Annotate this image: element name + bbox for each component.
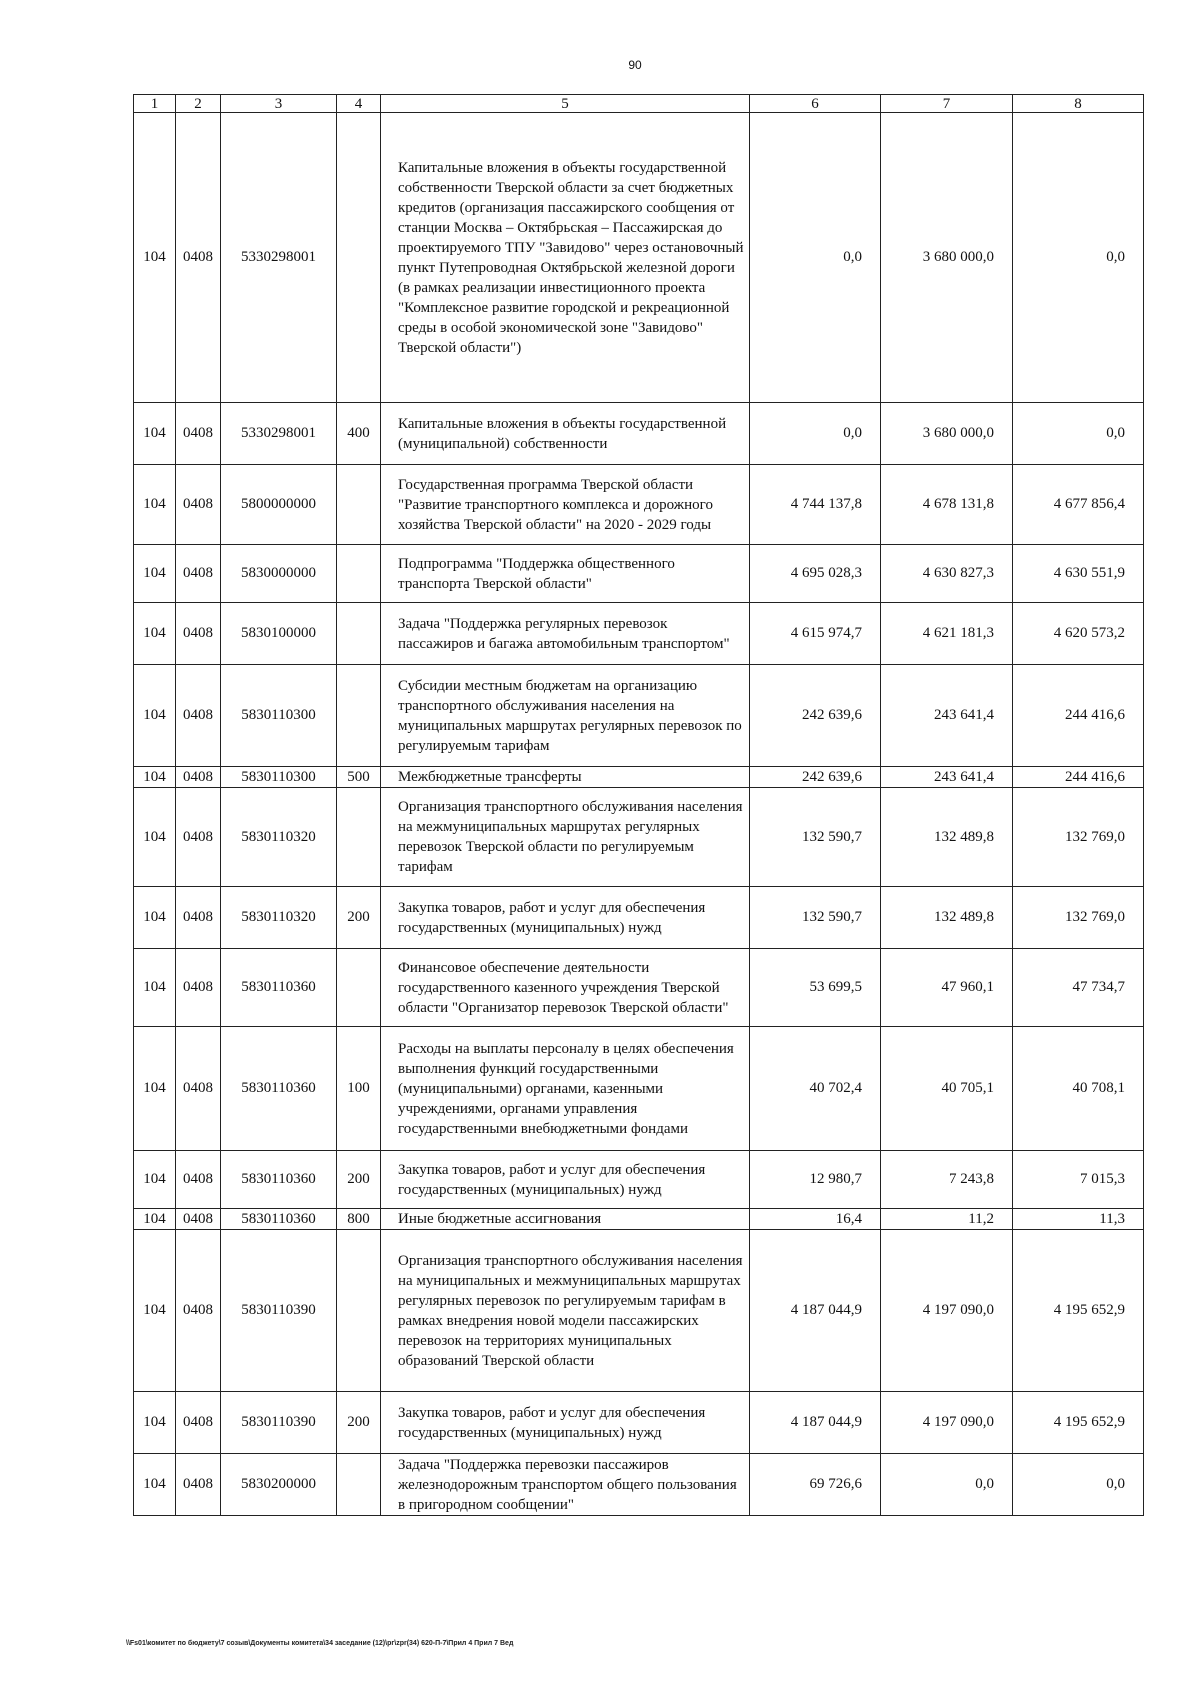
column-header: 6 (750, 95, 881, 113)
cell-amount-col8: 244 416,6 (1013, 767, 1144, 788)
file-path-footer: \\Fs01\комитет по бюджету\7 созыв\Документы комитета\34 заседание (12)\рг\zpr(34) 620-П-7\Прил 4 Прил 7 Вед (126, 1640, 514, 1647)
cell-description: Закупка товаров, работ и услуг для обеспечения государственных (муниципальных) нужд (381, 887, 750, 949)
cell-expense-type (337, 545, 381, 603)
cell-section: 104 (134, 788, 176, 887)
cell-subsection: 0408 (176, 788, 221, 887)
cell-target-article: 5830110360 (221, 1027, 337, 1151)
column-header-row (134, 95, 1144, 113)
cell-target-article: 5830110320 (221, 788, 337, 887)
cell-amount-col8: 11,3 (1013, 1209, 1144, 1230)
cell-amount-col7: 47 960,1 (881, 949, 1013, 1027)
cell-subsection: 0408 (176, 887, 221, 949)
cell-description: Капитальные вложения в объекты государственной собственности Тверской области за счет бюджетных кредитов (организация пассажирского сообщения от станции Москва – Октябрьская – Пассажирская до проектируемого ТПУ "Завидово" через остановочный пункт Путепроводная Октябрьской железной дороги (в рамках реализации инвестиционного проекта "Комплексное развитие городской и рекреационной среды в особой экономической зоне "Завидово" Тверской области") (381, 113, 750, 403)
cell-section: 104 (134, 1392, 176, 1454)
column-header: 1 (134, 95, 176, 113)
cell-description: Задача "Поддержка регулярных перевозок пассажиров и багажа автомобильным транспортом" (381, 603, 750, 665)
cell-target-article: 5830200000 (221, 1454, 337, 1516)
cell-expense-type: 200 (337, 887, 381, 949)
cell-subsection: 0408 (176, 1209, 221, 1230)
cell-amount-col6: 132 590,7 (750, 887, 881, 949)
cell-amount-col8: 4 677 856,4 (1013, 465, 1144, 545)
cell-description: Закупка товаров, работ и услуг для обеспечения государственных (муниципальных) нужд (381, 1151, 750, 1209)
cell-section: 104 (134, 949, 176, 1027)
cell-section: 104 (134, 665, 176, 767)
cell-section: 104 (134, 603, 176, 665)
column-header: 3 (221, 95, 337, 113)
column-header: 2 (176, 95, 221, 113)
cell-amount-col8: 4 195 652,9 (1013, 1392, 1144, 1454)
cell-subsection: 0408 (176, 949, 221, 1027)
cell-description: Субсидии местным бюджетам на организацию транспортного обслуживания населения на муниципальных маршрутах регулярных перевозок по регулируемым тарифам (381, 665, 750, 767)
cell-amount-col6: 4 187 044,9 (750, 1230, 881, 1392)
cell-target-article: 5830110300 (221, 767, 337, 788)
cell-description: Межбюджетные трансферты (381, 767, 750, 788)
column-header: 7 (881, 95, 1013, 113)
cell-section: 104 (134, 465, 176, 545)
cell-section: 104 (134, 403, 176, 465)
cell-expense-type (337, 788, 381, 887)
cell-amount-col7: 4 621 181,3 (881, 603, 1013, 665)
column-header: 5 (381, 95, 750, 113)
cell-target-article: 5830110390 (221, 1230, 337, 1392)
cell-amount-col8: 0,0 (1013, 403, 1144, 465)
cell-amount-col8: 4 620 573,2 (1013, 603, 1144, 665)
cell-target-article: 5800000000 (221, 465, 337, 545)
cell-subsection: 0408 (176, 1230, 221, 1392)
cell-expense-type: 200 (337, 1151, 381, 1209)
cell-amount-col7: 243 641,4 (881, 665, 1013, 767)
cell-target-article: 5830100000 (221, 603, 337, 665)
cell-amount-col6: 132 590,7 (750, 788, 881, 887)
cell-target-article: 5830110300 (221, 665, 337, 767)
cell-amount-col7: 3 680 000,0 (881, 403, 1013, 465)
cell-expense-type (337, 465, 381, 545)
cell-target-article: 5830110360 (221, 1151, 337, 1209)
cell-amount-col6: 69 726,6 (750, 1454, 881, 1516)
cell-amount-col6: 242 639,6 (750, 767, 881, 788)
cell-target-article: 5830000000 (221, 545, 337, 603)
cell-amount-col6: 242 639,6 (750, 665, 881, 767)
table-row (134, 1151, 1144, 1209)
cell-description: Расходы на выплаты персоналу в целях обеспечения выполнения функций государственными (муниципальными) органами, казенными учреждениями, органами управления государственными внебюджетными фондами (381, 1027, 750, 1151)
cell-amount-col6: 40 702,4 (750, 1027, 881, 1151)
cell-amount-col8: 40 708,1 (1013, 1027, 1144, 1151)
cell-description: Государственная программа Тверской области "Развитие транспортного комплекса и дорожного хозяйства Тверской области" на 2020 - 2029 годы (381, 465, 750, 545)
table-row (134, 887, 1144, 949)
table-row (134, 949, 1144, 1027)
cell-subsection: 0408 (176, 603, 221, 665)
cell-amount-col6: 0,0 (750, 403, 881, 465)
cell-section: 104 (134, 767, 176, 788)
cell-amount-col7: 40 705,1 (881, 1027, 1013, 1151)
cell-target-article: 5330298001 (221, 113, 337, 403)
cell-section: 104 (134, 1454, 176, 1516)
page-number: 90 (628, 58, 642, 72)
cell-amount-col6: 12 980,7 (750, 1151, 881, 1209)
cell-subsection: 0408 (176, 403, 221, 465)
cell-section: 104 (134, 545, 176, 603)
table-row (134, 1209, 1144, 1230)
cell-description: Организация транспортного обслуживания населения на муниципальных и межмуниципальных маршрутах регулярных перевозок по регулируемым тарифам в рамках внедрения новой модели пассажирских перевозок на территориях муниципальных образований Тверской области (381, 1230, 750, 1392)
column-header: 4 (337, 95, 381, 113)
table-row (134, 665, 1144, 767)
cell-target-article: 5830110320 (221, 887, 337, 949)
cell-amount-col8: 244 416,6 (1013, 665, 1144, 767)
cell-description: Задача "Поддержка перевозки пассажиров железнодорожным транспортом общего пользования в пригородном сообщении" (381, 1454, 750, 1516)
cell-description: Иные бюджетные ассигнования (381, 1209, 750, 1230)
cell-amount-col6: 4 615 974,7 (750, 603, 881, 665)
cell-amount-col6: 53 699,5 (750, 949, 881, 1027)
cell-target-article: 5830110360 (221, 949, 337, 1027)
cell-amount-col7: 4 197 090,0 (881, 1392, 1013, 1454)
table-row (134, 465, 1144, 545)
cell-amount-col7: 4 630 827,3 (881, 545, 1013, 603)
cell-amount-col8: 4 630 551,9 (1013, 545, 1144, 603)
cell-section: 104 (134, 1209, 176, 1230)
cell-amount-col7: 3 680 000,0 (881, 113, 1013, 403)
cell-expense-type (337, 949, 381, 1027)
cell-expense-type (337, 1454, 381, 1516)
cell-subsection: 0408 (176, 1027, 221, 1151)
cell-section: 104 (134, 1151, 176, 1209)
cell-amount-col8: 132 769,0 (1013, 788, 1144, 887)
budget-table (133, 94, 1144, 1516)
cell-expense-type: 200 (337, 1392, 381, 1454)
table-row (134, 1392, 1144, 1454)
cell-section: 104 (134, 887, 176, 949)
cell-amount-col7: 4 197 090,0 (881, 1230, 1013, 1392)
cell-expense-type (337, 113, 381, 403)
cell-expense-type: 500 (337, 767, 381, 788)
cell-amount-col6: 0,0 (750, 113, 881, 403)
cell-expense-type: 400 (337, 403, 381, 465)
cell-subsection: 0408 (176, 1151, 221, 1209)
cell-description: Организация транспортного обслуживания населения на межмуниципальных маршрутах регулярных перевозок Тверской области по регулируемым тарифам (381, 788, 750, 887)
cell-target-article: 5830110360 (221, 1209, 337, 1230)
table-row (134, 403, 1144, 465)
cell-subsection: 0408 (176, 113, 221, 403)
cell-subsection: 0408 (176, 665, 221, 767)
cell-amount-col7: 7 243,8 (881, 1151, 1013, 1209)
cell-subsection: 0408 (176, 767, 221, 788)
cell-description: Капитальные вложения в объекты государственной (муниципальной) собственности (381, 403, 750, 465)
table-row (134, 1454, 1144, 1516)
cell-description: Подпрограмма "Поддержка общественного транспорта Тверской области" (381, 545, 750, 603)
cell-expense-type (337, 603, 381, 665)
cell-expense-type: 800 (337, 1209, 381, 1230)
cell-amount-col8: 0,0 (1013, 1454, 1144, 1516)
cell-amount-col6: 4 187 044,9 (750, 1392, 881, 1454)
cell-amount-col7: 4 678 131,8 (881, 465, 1013, 545)
cell-section: 104 (134, 1230, 176, 1392)
column-header: 8 (1013, 95, 1144, 113)
cell-section: 104 (134, 113, 176, 403)
cell-expense-type (337, 1230, 381, 1392)
table-row (134, 788, 1144, 887)
cell-amount-col8: 7 015,3 (1013, 1151, 1144, 1209)
cell-subsection: 0408 (176, 545, 221, 603)
cell-amount-col7: 132 489,8 (881, 887, 1013, 949)
cell-amount-col6: 16,4 (750, 1209, 881, 1230)
cell-description: Закупка товаров, работ и услуг для обеспечения государственных (муниципальных) нужд (381, 1392, 750, 1454)
cell-amount-col8: 0,0 (1013, 113, 1144, 403)
cell-subsection: 0408 (176, 1392, 221, 1454)
cell-amount-col7: 243 641,4 (881, 767, 1013, 788)
table-row (134, 1027, 1144, 1151)
cell-amount-col8: 4 195 652,9 (1013, 1230, 1144, 1392)
table-row (134, 545, 1144, 603)
table-row (134, 113, 1144, 403)
cell-amount-col6: 4 695 028,3 (750, 545, 881, 603)
table-row (134, 767, 1144, 788)
cell-subsection: 0408 (176, 465, 221, 545)
cell-amount-col7: 0,0 (881, 1454, 1013, 1516)
cell-expense-type: 100 (337, 1027, 381, 1151)
cell-target-article: 5330298001 (221, 403, 337, 465)
cell-expense-type (337, 665, 381, 767)
cell-target-article: 5830110390 (221, 1392, 337, 1454)
cell-amount-col7: 11,2 (881, 1209, 1013, 1230)
table-row (134, 603, 1144, 665)
cell-subsection: 0408 (176, 1454, 221, 1516)
cell-amount-col7: 132 489,8 (881, 788, 1013, 887)
cell-amount-col8: 47 734,7 (1013, 949, 1144, 1027)
cell-section: 104 (134, 1027, 176, 1151)
table-row (134, 1230, 1144, 1392)
cell-amount-col6: 4 744 137,8 (750, 465, 881, 545)
cell-amount-col8: 132 769,0 (1013, 887, 1144, 949)
cell-description: Финансовое обеспечение деятельности государственного казенного учреждения Тверской области "Организатор перевозок Тверской области" (381, 949, 750, 1027)
